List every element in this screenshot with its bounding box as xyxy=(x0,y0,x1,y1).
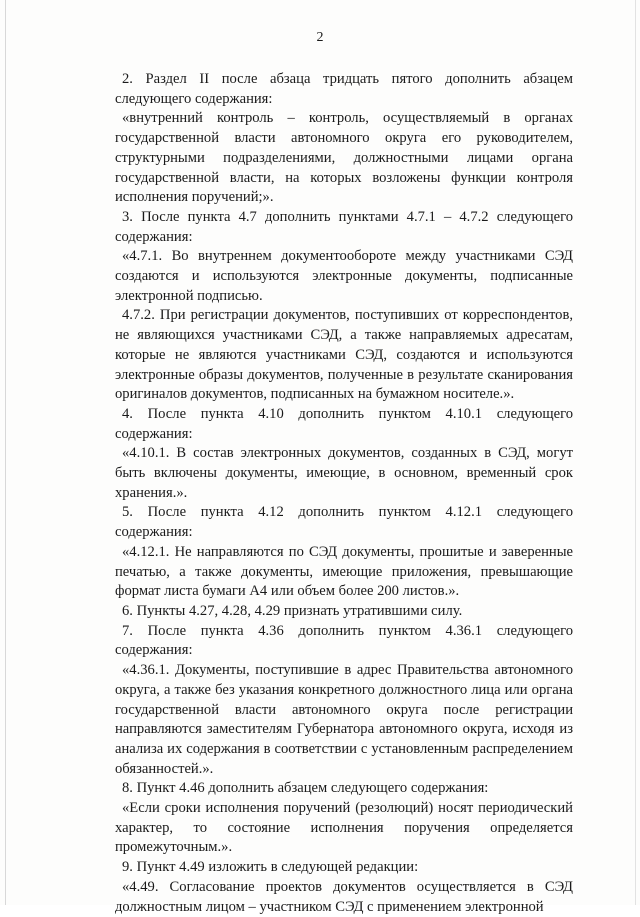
paragraph-quote-deadlines: «Если сроки исполнения поручений (резолюций) носят периодический характер, то состояние исполнения поручения определяется промежуточным.». xyxy=(115,800,573,856)
document-body xyxy=(115,70,573,917)
paragraph-item-6: 6. Пункты 4.27, 4.28, 4.29 признать утратившими силу. xyxy=(122,602,463,619)
paragraph-item-7: 7. После пункта 4.36 дополнить пунктом 4.36.1 следующего содержания: xyxy=(115,622,573,659)
page-number: 2 xyxy=(316,30,324,45)
paragraph-item-5: 5. После пункта 4.12 дополнить пунктом 4.12.1 следующего содержания: xyxy=(115,504,573,541)
paragraph-item-9: 9. Пункт 4.49 изложить в следующей редакции: xyxy=(122,859,419,876)
paragraph-item-3: 3. После пункта 4.7 дополнить пунктами 4.7.1 – 4.7.2 следующего содержания: xyxy=(115,208,573,245)
paragraph-quote-4-10-1: «4.10.1. В состав электронных документов, созданных в СЭД, могут быть включены документы, имеющие, в основном, временный срок хранения.». xyxy=(115,445,573,501)
paragraph-quote-internal-control: «внутренний контроль – контроль, осуществляемый в органах государственной власти автономного округа его руководителем, структурными подразделениями, должностными лицами органа государственной власти, на которых возложены функции контроля исполнения поручений;». xyxy=(115,110,573,206)
paragraph-quote-4-49: «4.49. Согласование проектов документов осуществляется в СЭД должностным лицом – участником СЭД с применением электронной xyxy=(115,878,573,915)
paragraph-quote-4-12-1: «4.12.1. Не направляются по СЭД документы, прошитые и заверенные печатью, а также документы, имеющие приложения, превышающие формат листа бумаги А4 или объем более 200 листов.». xyxy=(115,543,573,600)
paragraph-quote-4-36-1: «4.36.1. Документы, поступившие в адрес Правительства автономного округа, а также без указания конкретного должностного лица или органа государственной власти автономного округа после регистрации направляются заместителям Губернатора автономного округа, исходя из анализа их содержания в соответствии с установленным распределением обязанностей.». xyxy=(115,662,573,777)
scan-edge-right xyxy=(635,0,636,905)
paragraph-quote-4-7-2: 4.7.2. При регистрации документов, поступивших от корреспондентов, не являющихся участниками СЭД, а также направляемых адресатам, которые не являются участниками СЭД, создаются и используются электронные образы документов, полученные в результате сканирования оригиналов документов, подписанных на бумажном носителе.». xyxy=(115,307,573,403)
paragraph-quote-4-7-1: «4.7.1. Во внутреннем документообороте между участниками СЭД создаются и используются электронные документы, подписанные электронной подписью. xyxy=(115,248,573,304)
scan-edge-left xyxy=(5,0,6,905)
paragraph-item-8: 8. Пункт 4.46 дополнить абзацем следующего содержания: xyxy=(122,780,489,797)
paragraph-item-2: 2. Раздел II после абзаца тридцать пятого дополнить абзацем следующего содержания: xyxy=(115,71,573,107)
paragraph-item-4: 4. После пункта 4.10 дополнить пунктом 4.10.1 следующего содержания: xyxy=(115,405,573,442)
